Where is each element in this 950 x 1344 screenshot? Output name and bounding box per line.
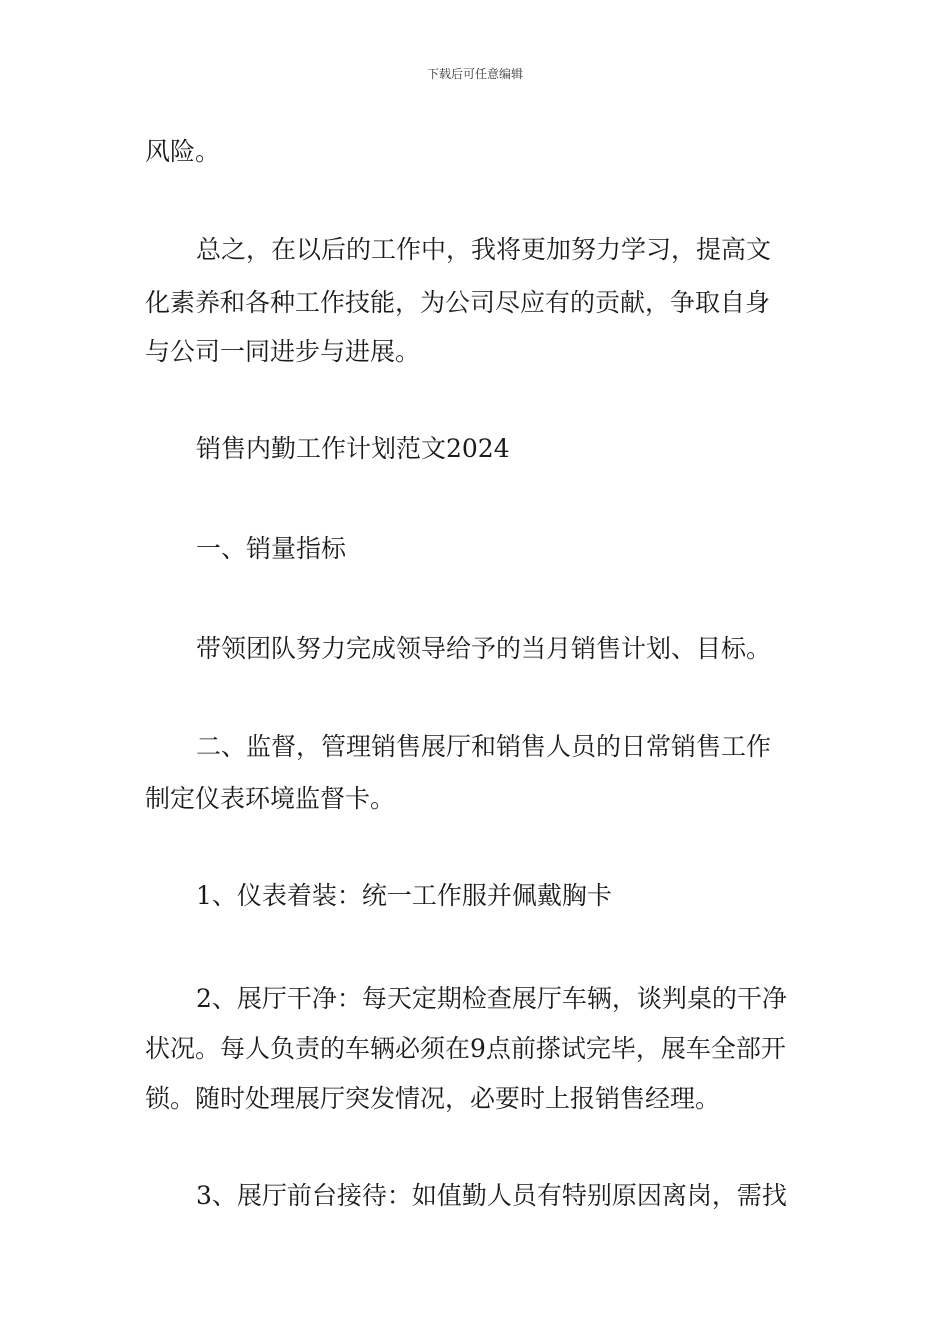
paragraph-line: 状况。每人负责的车辆必须在9点前搽试完毕，展车全部开: [145, 1034, 786, 1063]
paragraph-line: 总之，在以后的工作中，我将更加努力学习，提高文: [196, 235, 772, 264]
heading-sales-target: 一、销量指标: [196, 534, 347, 563]
heading-supervision: 二、监督，管理销售展厅和销售人员的日常销售工作: [196, 732, 772, 761]
paragraph-line: 与公司一同进步与进展。: [145, 337, 421, 366]
list-item: 1、仪表着装：统一工作服并佩戴胸卡: [196, 881, 612, 910]
paragraph-line: 制定仪表环境监督卡。: [145, 784, 396, 813]
section-title: 销售内勤工作计划范文2024: [196, 434, 510, 463]
list-item: 3、展厅前台接待：如值勤人员有特别原因离岗，需找: [196, 1181, 787, 1210]
text-line: 风险。: [145, 137, 221, 166]
list-item: 2、展厅干净：每天定期检查展厅车辆，谈判桌的干净: [196, 984, 787, 1013]
paragraph-line: 锁。随时处理展厅突发情况，必要时上报销售经理。: [145, 1084, 721, 1113]
page-header: 下载后可任意编辑: [426, 67, 523, 81]
paragraph-line: 带领团队努力完成领导给予的当月销售计划、目标。: [196, 634, 772, 663]
paragraph-line: 化素养和各种工作技能，为公司尽应有的贡献，争取自身: [145, 288, 771, 317]
